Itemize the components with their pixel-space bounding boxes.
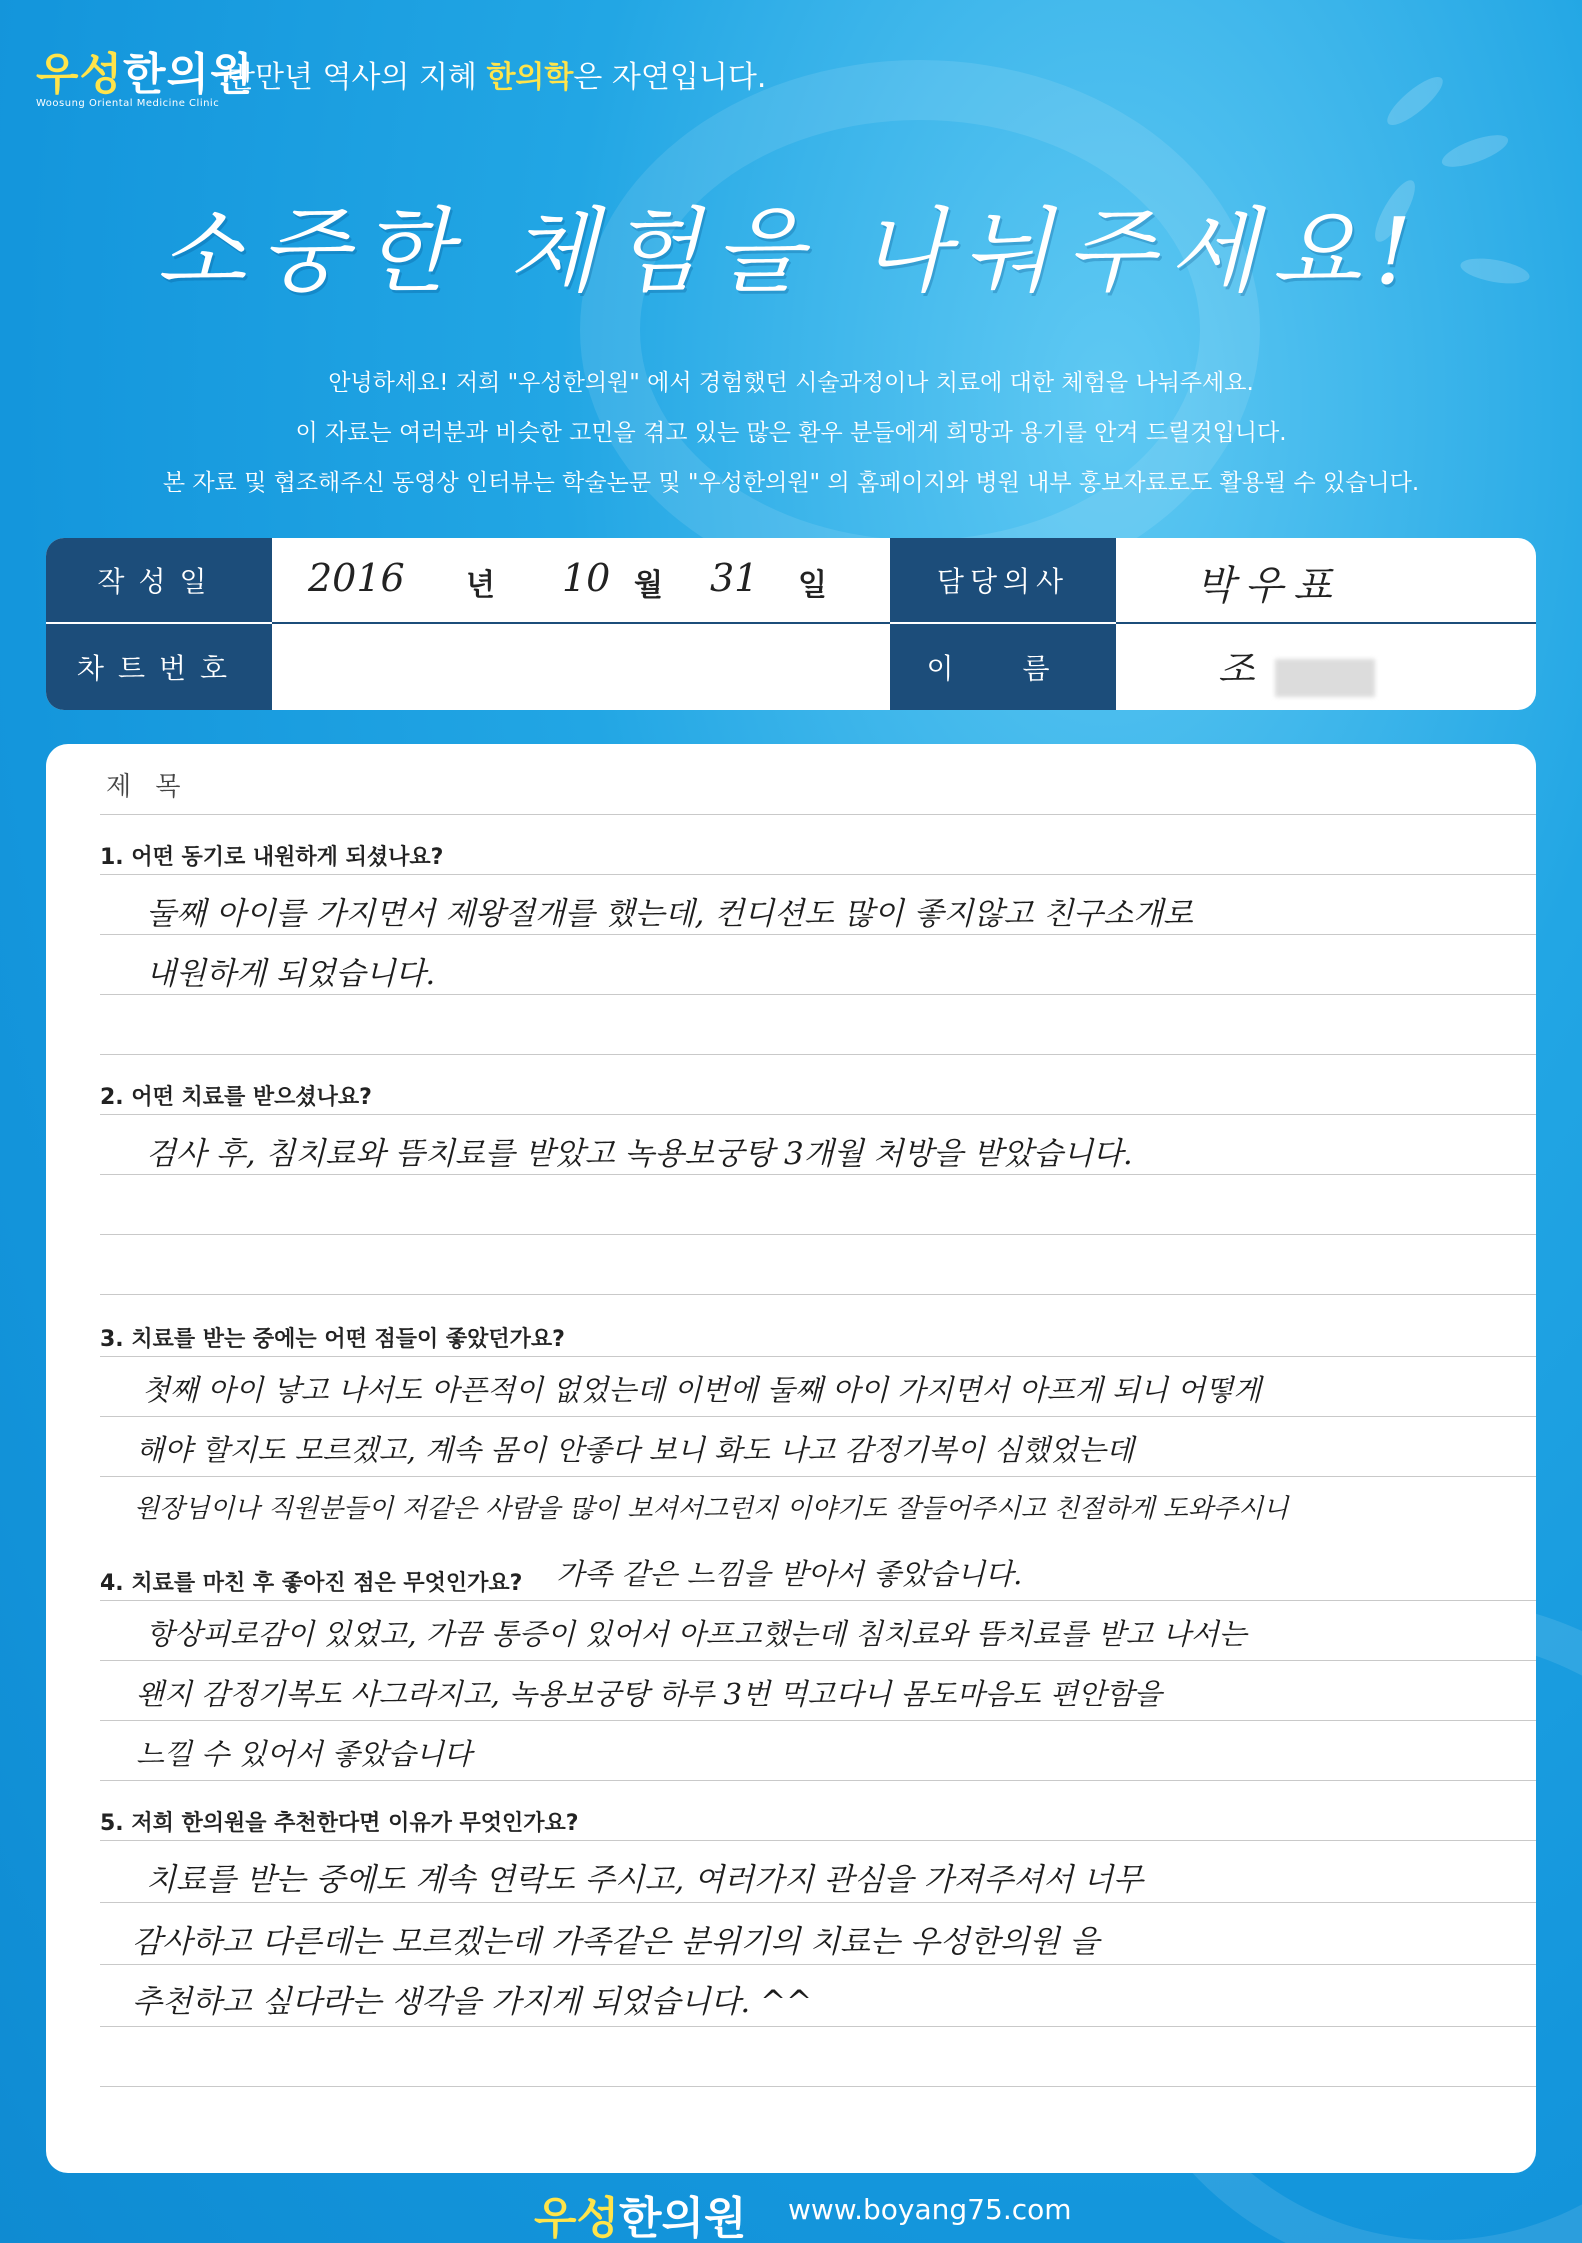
rule [100,1780,1536,1781]
answer-5-line-1: 치료를 받는 중에도 계속 연락도 주시고, 여러가지 관심을 가져주셔서 너무 [146,1862,1143,1898]
info-table [46,538,1536,710]
tagline-highlight: 한의학 [486,60,574,95]
doctor-name: 박우표 [1196,563,1342,609]
year-unit: 년 [466,568,495,603]
page-title: 소중한 체험을 나눠주세요! [156,198,1426,305]
question-4: 4. 치료를 마친 후 좋아진 점은 무엇인가요? [100,1571,523,1596]
rule [100,1114,1536,1115]
logo-text-1: 우성 [36,49,124,100]
rule [100,874,1536,875]
answer-2-line-1: 검사 후, 침치료와 뜸치료를 받았고 녹용보궁탕 3개월 처방을 받았습니다. [146,1136,1133,1172]
date-day: 31 [710,556,759,600]
rule [100,1660,1536,1661]
answer-1-line-2: 내원하게 되었습니다. [146,956,436,992]
rule [100,1720,1536,1721]
patient-name-field [1218,638,1375,697]
tagline-part-1: 반만년 역사의 지혜 [226,60,487,95]
doctor-label: 담당의사 [890,538,1116,622]
name-label: 이 름 [890,624,1116,710]
rule [100,2086,1536,2087]
answer-5-line-2: 감사하고 다른데는 모르겠는데 가족같은 분위기의 치료는 우성한의원 을 [132,1924,1100,1960]
rule [100,1964,1536,1965]
answer-4-line-2: 왠지 감정기복도 사그라지고, 녹용보궁탕 하루 3번 먹고다니 몸도마음도 편안함을 [136,1677,1162,1711]
footer-logo [534,2182,747,2243]
subject-label: 제 목 [106,772,189,802]
intro-line-3: 본 자료 및 협조해주신 동영상 인터뷰는 학술논문 및 "우성한의원" 의 홈페이지와 병원 내부 홍보자료로도 활용될 수 있습니다. [162,470,1420,496]
answer-4-line-3: 느낄 수 있어서 좋았습니다 [136,1737,472,1771]
question-3: 3. 치료를 받는 중에는 어떤 점들이 좋았던가요? [100,1327,565,1352]
leaf-decoration [1438,129,1511,174]
date-year: 2016 [308,556,405,600]
rule [100,2026,1536,2027]
rule [100,1416,1536,1417]
answer-1-line-1: 둘째 아이를 가지면서 제왕절개를 했는데, 컨디션도 많이 좋지않고 친구소개로 [146,896,1193,932]
rule [100,1174,1536,1175]
patient-name: 조 [1218,647,1255,691]
date-label: 작성일 [46,538,272,622]
rule [100,814,1536,815]
answer-5-line-3: 추천하고 싶다라는 생각을 가지게 되었습니다. ^^ [132,1984,813,2020]
row-divider [1116,622,1536,624]
rule [100,1054,1536,1055]
answer-3-line-1: 첫째 아이 낳고 나서도 아픈적이 없었는데 이번에 둘째 아이 가지면서 아프게 되니 어떻게 [142,1373,1262,1407]
rule [100,1234,1536,1235]
tagline-part-2: 은 자연입니다. [573,60,767,95]
answer-4-line-1: 항상피로감이 있었고, 가끔 통증이 있어서 아프고했는데 침치료와 뜸치료를 받고 나서는 [146,1617,1247,1651]
testimonial-panel [46,744,1536,2173]
footer-logo-2: 한의원 [619,2193,747,2243]
rule [100,1294,1536,1295]
tagline [226,52,766,96]
redacted-block [1275,659,1375,697]
rule [100,1840,1536,1841]
logo-english: Woosung Oriental Medicine Clinic [36,98,220,109]
date-month: 10 [562,556,611,600]
answer-3-line-3: 원장님이나 직원분들이 저같은 사람을 많이 보셔서그런지 이야기도 잘들어주시고 친절하게 도와주시니 [134,1494,1289,1524]
logo-text-2: 한의원 [123,49,254,100]
background-swirl [580,60,1260,600]
answer-4-inline: 가족 같은 느낌을 받아서 좋았습니다. [556,1557,1023,1591]
month-unit: 월 [634,568,663,603]
rule [100,934,1536,935]
chart-number-label: 차트번호 [46,624,272,710]
footer-logo-1: 우성 [534,2193,620,2243]
rule [100,1600,1536,1601]
clinic-logo [36,38,254,109]
rule [100,994,1536,995]
question-2: 2. 어떤 치료를 받으셨나요? [100,1085,372,1110]
rule [100,1476,1536,1477]
rule [100,1356,1536,1357]
day-unit: 일 [798,568,827,603]
intro-line-2: 이 자료는 여러분과 비슷한 고민을 겪고 있는 많은 환우 분들에게 희망과 용기를 안겨 드릴것입니다. [295,420,1287,446]
answer-3-line-2: 해야 할지도 모르겠고, 계속 몸이 안좋다 보니 화도 나고 감정기복이 심했었는데 [136,1433,1134,1467]
question-5: 5. 저희 한의원을 추천한다면 이유가 무엇인가요? [100,1811,579,1836]
question-1: 1. 어떤 동기로 내원하게 되셨나요? [100,845,444,870]
rule [100,1902,1536,1903]
leaf-decoration [1381,70,1449,132]
website-link[interactable]: www.boyang75.com [788,2193,1072,2226]
row-divider [272,622,890,624]
intro-line-1: 안녕하세요! 저희 "우성한의원" 에서 경험했던 시술과정이나 치료에 대한 체험을 나눠주세요. [328,370,1254,396]
